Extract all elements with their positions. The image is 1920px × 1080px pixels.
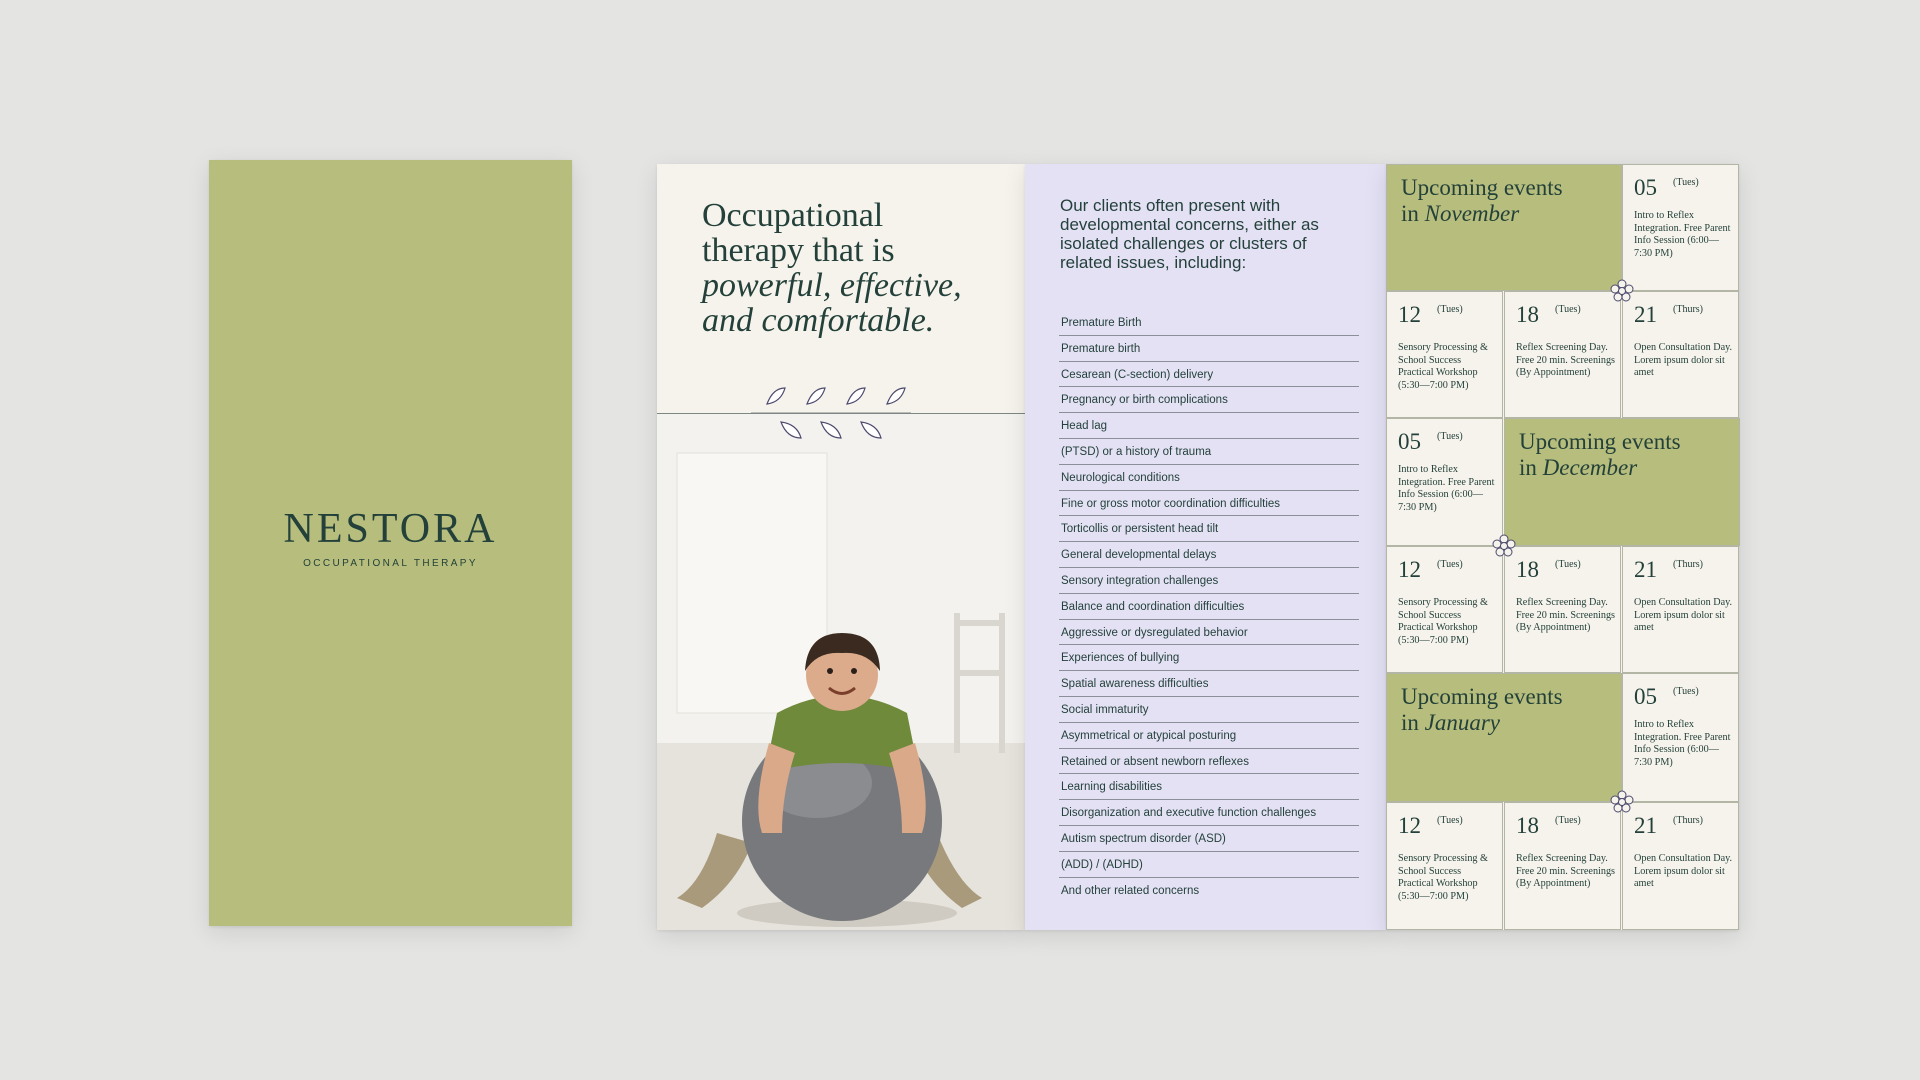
event-cell <box>1386 418 1503 546</box>
event-day: 21 <box>1634 557 1657 582</box>
event-day: 21 <box>1634 813 1657 838</box>
headline <box>702 198 1002 338</box>
event-day: 05 <box>1634 175 1657 200</box>
list-item: Asymmetrical or atypical posturing <box>1059 723 1359 749</box>
event-cell <box>1386 546 1503 673</box>
event-cell <box>1504 802 1621 930</box>
event-cell <box>1622 164 1739 291</box>
month-name: November <box>1424 201 1520 226</box>
month-title <box>1401 175 1563 227</box>
list-item: General developmental delays <box>1059 542 1359 568</box>
event-weekday: (Tues) <box>1437 304 1463 315</box>
photo-illustration <box>657 413 1025 930</box>
month-header-november <box>1386 164 1622 291</box>
event-day: 05 <box>1634 684 1657 709</box>
list-item: Premature Birth <box>1059 310 1359 336</box>
list-item: Retained or absent newborn reflexes <box>1059 749 1359 775</box>
event-weekday: (Tues) <box>1437 559 1463 570</box>
event-description: Sensory Processing & School Success Practical Workshop (5:30—7:00 PM) <box>1398 853 1488 902</box>
event-cell <box>1386 802 1503 930</box>
month-title-prefix: in <box>1401 201 1419 226</box>
brochure-cover <box>209 160 572 926</box>
event-cell <box>1622 802 1739 930</box>
list-item: Torticollis or persistent head tilt <box>1059 516 1359 542</box>
event-day: 18 <box>1516 813 1539 838</box>
brand-logo-text: NESTORA <box>283 506 498 552</box>
event-cell <box>1504 291 1621 418</box>
event-description: Sensory Processing & School Success Practical Workshop (5:30—7:00 PM) <box>1398 342 1488 391</box>
list-item: Sensory integration challenges <box>1059 568 1359 594</box>
event-weekday: (Thurs) <box>1673 304 1703 315</box>
headline-line-3: powerful, effective, <box>702 267 962 304</box>
list-item: Spatial awareness difficulties <box>1059 671 1359 697</box>
event-weekday: (Tues) <box>1673 686 1699 697</box>
event-description: Intro to Reflex Integration. Free Parent Info Session (6:00—7:30 PM) <box>1634 210 1731 259</box>
event-weekday: (Tues) <box>1555 815 1581 826</box>
event-description: Open Consultation Day. Lorem ipsum dolor sit amet <box>1634 597 1733 633</box>
month-title-prefix: in <box>1401 710 1419 735</box>
event-cell <box>1386 291 1503 418</box>
month-title <box>1519 429 1681 481</box>
flower-ornament-icon <box>1492 534 1516 558</box>
event-weekday: (Thurs) <box>1673 559 1703 570</box>
event-description: Reflex Screening Day. Free 20 min. Screenings (By Appointment) <box>1516 342 1616 378</box>
event-description: Reflex Screening Day. Free 20 min. Screenings (By Appointment) <box>1516 853 1616 889</box>
list-item: Aggressive or dysregulated behavior <box>1059 620 1359 646</box>
event-description: Open Consultation Day. Lorem ipsum dolor sit amet <box>1634 342 1733 378</box>
event-weekday: (Tues) <box>1437 815 1463 826</box>
event-day: 05 <box>1398 429 1421 454</box>
event-description: Open Consultation Day. Lorem ipsum dolor sit amet <box>1634 853 1733 889</box>
event-day: 12 <box>1398 302 1421 327</box>
list-item: Learning disabilities <box>1059 774 1359 800</box>
event-description: Sensory Processing & School Success Practical Workshop (5:30—7:00 PM) <box>1398 597 1488 646</box>
list-item: Experiences of bullying <box>1059 645 1359 671</box>
month-title <box>1401 684 1563 736</box>
flower-ornament-icon <box>1610 279 1634 303</box>
conditions-intro: Our clients often present with developmental concerns, either as isolated challenges or clusters of related issues, including: <box>1060 196 1319 272</box>
list-item: Balance and coordination difficulties <box>1059 594 1359 620</box>
month-header-january <box>1386 673 1622 802</box>
event-weekday: (Tues) <box>1673 177 1699 188</box>
brochure-panel-headline <box>657 164 1025 930</box>
headline-line-1: Occupational <box>702 197 884 234</box>
event-day: 21 <box>1634 302 1657 327</box>
event-description: Reflex Screening Day. Free 20 min. Screenings (By Appointment) <box>1516 597 1616 633</box>
event-description: Intro to Reflex Integration. Free Parent Info Session (6:00—7:30 PM) <box>1634 719 1731 768</box>
event-day: 12 <box>1398 557 1421 582</box>
event-cell <box>1504 546 1621 673</box>
month-title-prefix: in <box>1519 455 1537 480</box>
leaf-ornament-icon <box>751 386 911 442</box>
event-cell <box>1622 673 1739 802</box>
list-item: (ADD) / (ADHD) <box>1059 852 1359 878</box>
event-weekday: (Tues) <box>1437 431 1463 442</box>
month-title-line: Upcoming events <box>1401 684 1563 709</box>
list-item: Autism spectrum disorder (ASD) <box>1059 826 1359 852</box>
month-name: December <box>1542 455 1638 480</box>
list-item: Fine or gross motor coordination difficulties <box>1059 491 1359 517</box>
list-item: Social immaturity <box>1059 697 1359 723</box>
event-description: Intro to Reflex Integration. Free Parent Info Session (6:00—7:30 PM) <box>1398 464 1495 513</box>
list-item: Head lag <box>1059 413 1359 439</box>
event-weekday: (Tues) <box>1555 304 1581 315</box>
flower-ornament-icon <box>1610 790 1634 814</box>
list-item: Neurological conditions <box>1059 465 1359 491</box>
list-item: Disorganization and executive function challenges <box>1059 800 1359 826</box>
event-weekday: (Thurs) <box>1673 815 1703 826</box>
list-item: (PTSD) or a history of trauma <box>1059 439 1359 465</box>
brochure-panel-events <box>1386 164 1739 930</box>
child-on-exercise-ball-photo <box>657 413 1025 930</box>
event-weekday: (Tues) <box>1555 559 1581 570</box>
event-day: 18 <box>1516 557 1539 582</box>
list-item: And other related concerns <box>1061 884 1200 897</box>
month-header-december <box>1504 418 1740 546</box>
brochure-panel-conditions <box>1025 164 1386 930</box>
month-title-line: Upcoming events <box>1519 429 1681 454</box>
list-item: Premature birth <box>1059 336 1359 362</box>
event-cell <box>1622 291 1739 418</box>
event-day: 18 <box>1516 302 1539 327</box>
list-item: Pregnancy or birth complications <box>1059 387 1359 413</box>
conditions-list <box>1059 310 1359 903</box>
list-item: Cesarean (C-section) delivery <box>1059 362 1359 388</box>
headline-line-4: and comfortable. <box>702 302 935 339</box>
brand-tagline: OCCUPATIONAL THERAPY <box>303 558 478 569</box>
headline-line-2: therapy that is <box>702 232 895 269</box>
month-name: January <box>1424 710 1501 735</box>
event-day: 12 <box>1398 813 1421 838</box>
month-title-line: Upcoming events <box>1401 175 1563 200</box>
event-cell <box>1622 546 1739 673</box>
